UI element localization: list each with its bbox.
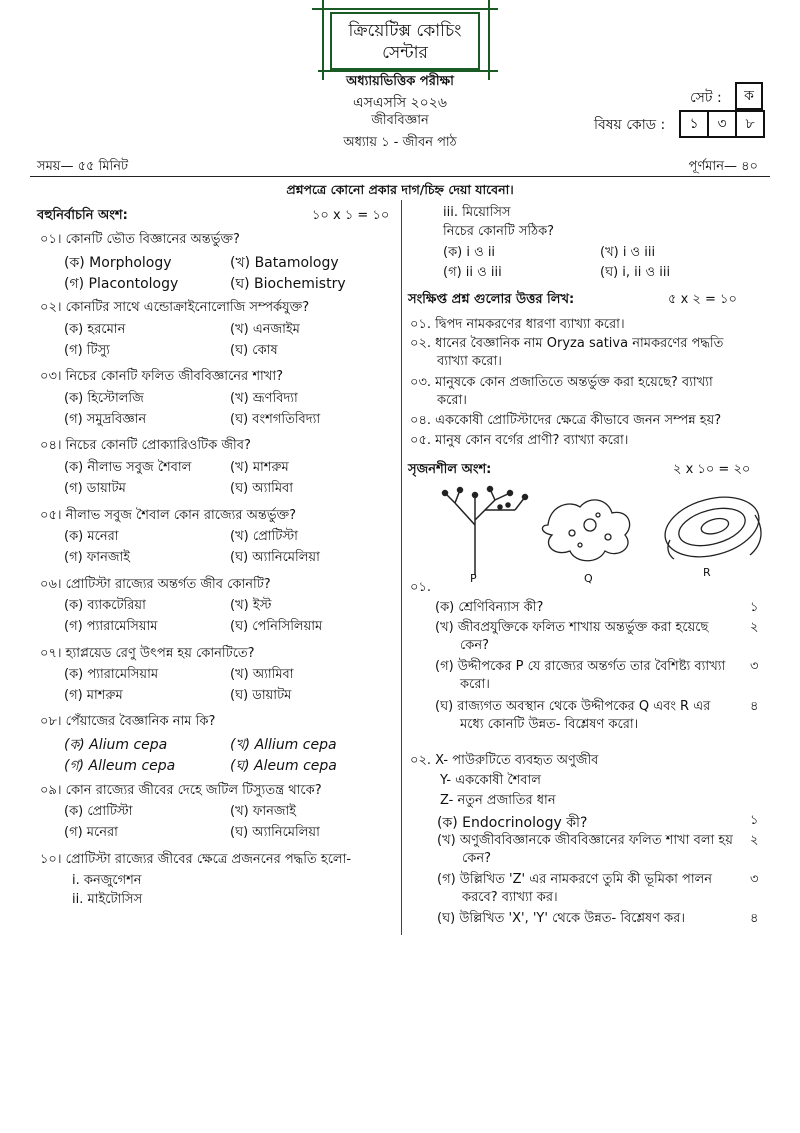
- figure-q-amoeba: [542, 500, 629, 561]
- mcq-question: ০৭। হ্যাপ্লয়েড রেণু উৎপন্ন হয় কোনটিতে?: [40, 646, 255, 661]
- mcq-option: (গ) টিস্যু: [64, 343, 110, 358]
- center-name-line2: সেন্টার: [382, 43, 428, 63]
- mcq-option: (ঘ) Aleum cepa: [230, 758, 337, 774]
- creative-sub-marks: ২: [750, 833, 759, 848]
- exam-name: এসএসসি ২০২৬: [353, 95, 447, 111]
- creative-sub-question: (ক) Endocrinology কী?: [437, 815, 588, 831]
- mcq-option: (খ) ফানজাই: [230, 804, 297, 819]
- mcq-option: (ঘ) অ্যানিমেলিয়া: [230, 550, 320, 565]
- creative-sub-marks: ১: [750, 600, 759, 615]
- figure-p-plant: [443, 487, 528, 576]
- logo-line-left: [322, 0, 324, 80]
- mcq-option: (ক) ব্যাকটেরিয়া: [64, 598, 146, 613]
- center-logo-box: [330, 12, 480, 70]
- mcq-option: (গ) মনেরা: [64, 825, 118, 840]
- mcq-option: (ক) হরমোন: [64, 322, 126, 337]
- creative-sub-marks: ৩: [750, 659, 759, 674]
- mcq-question: ০৫। নীলাভ সবুজ শৈবাল কোন রাজ্যের অন্তর্ভুক্ত?: [40, 508, 297, 523]
- creative-stimulus-line: Z- নতুন প্রজাতির ধান: [440, 793, 556, 808]
- mcq-option: (ঘ) বংশগতিবিদ্যা: [230, 412, 321, 427]
- figure-r-paramecium: [658, 488, 765, 567]
- short-question: ০৩. মানুষকে কোন প্রজাতিতে অন্তর্ভুক্ত করা হয়েছে? ব্যাখ্যা: [410, 375, 713, 390]
- mcq-prompt: নিচের কোনটি সঠিক?: [443, 224, 555, 239]
- mcq-option: (ক) হিস্টোলজি: [64, 391, 144, 406]
- mcq-option: (ঘ) কোষ: [230, 343, 278, 358]
- creative-sub-question: (খ) জীবপ্রযুক্তিকে ফলিত শাখায় অন্তর্ভুক্ত করা হয়েছে: [435, 620, 709, 635]
- mcq-question: ০৩। নিচের কোনটি ফলিত জীববিজ্ঞানের শাখা?: [40, 369, 283, 384]
- creative-sub-marks: ৩: [750, 872, 759, 887]
- chapter-name: অধ্যায় ১ - জীবন পাঠ: [343, 135, 457, 150]
- mcq-option: (গ) ফানজাই: [64, 550, 130, 565]
- mcq-option: (ঘ) ডায়াটম: [230, 688, 292, 703]
- creative-stimulus-line: ০২. X- পাউরুটিতে ব্যবহৃত অণুজীব: [410, 753, 599, 768]
- mcq-option: (ক) প্রোটিস্টা: [64, 804, 133, 819]
- full-marks: পূর্ণমান— ৪০: [688, 159, 758, 174]
- creative-sub-question-cont: কেন?: [462, 851, 492, 866]
- column-divider: [401, 200, 402, 935]
- mcq-option: (গ) ii ও iii: [443, 265, 502, 280]
- creative-sub-question-cont: করো।: [460, 677, 490, 692]
- mcq-question: ১০। প্রোটিস্টা রাজ্যের জীবের ক্ষেত্রে প্রজননের পদ্ধতি হলো-: [40, 852, 352, 867]
- creative-sub-question: (খ) অণুজীববিজ্ঞানকে জীববিজ্ঞানের ফলিত শাখা বলা হয়: [437, 833, 733, 848]
- figure-label-q: Q: [584, 572, 593, 585]
- set-value-box: ক: [735, 82, 763, 110]
- mcq-option: (গ) সমুদ্রবিজ্ঞান: [64, 412, 147, 427]
- mcq-option: (গ) Alleum cepa: [64, 758, 176, 774]
- mcq-statement: i. কনজুগেশন: [72, 873, 142, 888]
- subject-code-label: বিষয় কোড :: [594, 117, 666, 133]
- mcq-option: (খ) Allium cepa: [230, 737, 337, 753]
- figure-label-r: R: [703, 566, 711, 579]
- short-section-title: সংক্ষিপ্ত প্রশ্ন গুলোর উত্তর লিখ:: [408, 292, 575, 307]
- creative-sub-question: (ক) শ্রেণিবিন্যাস কী?: [435, 600, 544, 615]
- mcq-option: (গ) প্যারামেসিয়াম: [64, 619, 158, 634]
- creative-sub-marks: ৪: [750, 699, 759, 714]
- logo-line-right: [488, 0, 490, 80]
- mcq-question: ০১। কোনটি ভৌত বিজ্ঞানের অন্তর্ভুক্ত?: [40, 232, 240, 247]
- mcq-section-title: বহুনির্বাচনি অংশ:: [37, 208, 128, 223]
- mcq-option: (খ) i ও iii: [600, 245, 656, 260]
- mcq-option: (ক) Alium cepa: [64, 737, 168, 753]
- mcq-option: (ক) Morphology: [64, 255, 172, 271]
- subject-code-digit: ৩: [707, 110, 737, 138]
- exam-type: অধ্যায়ভিত্তিক পরীক্ষা: [346, 74, 454, 89]
- creative-section-title: সৃজনশীল অংশ:: [408, 462, 492, 477]
- short-section-marks: ৫ x ২ = ১০: [668, 292, 737, 307]
- creative-sub-question-cont: কেন?: [460, 638, 490, 653]
- mcq-option: (ঘ) পেনিসিলিয়াম: [230, 619, 323, 634]
- mcq-question: ০৪। নিচের কোনটি প্রোক্যারিওটিক জীব?: [40, 438, 251, 453]
- mcq-option: (গ) Placontology: [64, 276, 179, 292]
- mcq-option: (ক) মনেরা: [64, 529, 119, 544]
- creative-question-number: ০১.: [410, 580, 432, 595]
- mcq-option: (খ) এনজাইম: [230, 322, 300, 337]
- creative-section-marks: ২ x ১০ = ২০: [673, 462, 751, 477]
- mcq-section-marks: ১০ x ১ = ১০: [312, 208, 390, 223]
- center-name-line1: ক্রিয়েটিক্স কোচিং: [348, 21, 462, 41]
- creative-stimulus-line: Y- এককোষী শৈবাল: [440, 773, 541, 788]
- subject-code-digit: ১: [679, 110, 709, 138]
- short-question-cont: করো।: [437, 393, 467, 408]
- creative-sub-marks: ১: [750, 813, 759, 828]
- short-question-cont: ব্যাখ্যা করো।: [437, 354, 502, 369]
- mcq-option: (গ) ডায়াটম: [64, 481, 126, 496]
- creative-sub-question-cont: মধ্যে কোনটি উন্নত- বিশ্লেষণ করো।: [460, 717, 639, 732]
- creative-sub-marks: ২: [750, 620, 759, 635]
- stimulus-figures: [430, 485, 770, 580]
- creative-sub-question: (ঘ) রাজ্যগত অবস্থান থেকে উদ্দীপকের Q এবং R এর: [435, 699, 711, 714]
- creative-sub-question: (ঘ) উল্লিখিত 'X', 'Y' থেকে উন্নত- বিশ্লেষণ কর।: [437, 911, 686, 926]
- mcq-option: (ঘ) i, ii ও iii: [600, 265, 671, 280]
- short-question: ০৪. এককোষী প্রোটিস্টাদের ক্ষেত্রে কীভাবে জনন সম্পন্ন হয়?: [410, 413, 722, 428]
- mcq-question: ০৬। প্রোটিস্টা রাজ্যের অন্তর্গত জীব কোনটি?: [40, 577, 271, 592]
- mcq-option: (ঘ) অ্যানিমেলিয়া: [230, 825, 320, 840]
- mcq-option: (ঘ) Biochemistry: [230, 276, 346, 292]
- creative-sub-question: (গ) উল্লিখিত 'Z' এর নামকরণে তুমি কী ভূমিকা পালন: [437, 872, 713, 887]
- mcq-option: (খ) মাশরুম: [230, 460, 289, 475]
- exam-notice: প্রশ্নপত্রে কোনো প্রকার দাগ/চিহ্ন দেয়া যাবেনা।: [286, 182, 514, 197]
- subject-code-digit: ৮: [735, 110, 765, 138]
- header-divider: [30, 176, 770, 177]
- mcq-question: ০৮। পেঁয়াজের বৈজ্ঞানিক নাম কি?: [40, 714, 216, 729]
- set-label: সেট :: [690, 90, 722, 106]
- mcq-question: ০৯। কোন রাজ্যের জীবের দেহে জটিল টিস্যুতন্ত্র থাকে?: [40, 783, 322, 798]
- logo-line-top: [312, 8, 498, 10]
- creative-sub-question-cont: করবে? ব্যাখ্যা কর।: [462, 890, 558, 905]
- creative-sub-question: (গ) উদ্দীপকের P যে রাজ্যের অন্তর্গত তার বৈশিষ্ট্য ব্যাখ্যা: [435, 659, 726, 674]
- time-allowed: সময়— ৫৫ মিনিট: [37, 159, 129, 174]
- mcq-statement: ii. মাইটোসিস: [72, 892, 143, 907]
- short-question: ০৫. মানুষ কোন বর্গের প্রাণী? ব্যাখ্যা করো।: [410, 433, 629, 448]
- mcq-option: (ক) নীলাভ সবুজ শৈবাল: [64, 460, 192, 475]
- mcq-question: ০২। কোনটির সাথে এন্ডোক্রাইনোলোজি সম্পর্কযুক্ত?: [40, 300, 310, 315]
- figure-label-p: P: [470, 572, 477, 585]
- mcq-option: (খ) প্রোটিস্টা: [230, 529, 298, 544]
- mcq-option: (খ) ইস্ট: [230, 598, 272, 613]
- mcq-option: (খ) Batamology: [230, 255, 339, 271]
- subject-name: জীববিজ্ঞান: [371, 113, 429, 128]
- short-question: ০১. দ্বিপদ নামকরণের ধারণা ব্যাখ্যা করো।: [410, 317, 625, 332]
- short-question: ০২. ধানের বৈজ্ঞানিক নাম Oryza sativa নামকরণের পদ্ধতি: [410, 336, 724, 351]
- mcq-option: (খ) ভ্রূণবিদ্যা: [230, 391, 298, 406]
- mcq-option: (ঘ) অ্যামিবা: [230, 481, 294, 496]
- mcq-option: (ক) i ও ii: [443, 245, 496, 260]
- mcq-statement: iii. মিয়োসিস: [443, 205, 511, 220]
- creative-sub-marks: ৪: [750, 911, 759, 926]
- mcq-option: (গ) মাশরুম: [64, 688, 123, 703]
- mcq-option: (ক) প্যারামেসিয়াম: [64, 667, 159, 682]
- mcq-option: (খ) অ্যামিবা: [230, 667, 294, 682]
